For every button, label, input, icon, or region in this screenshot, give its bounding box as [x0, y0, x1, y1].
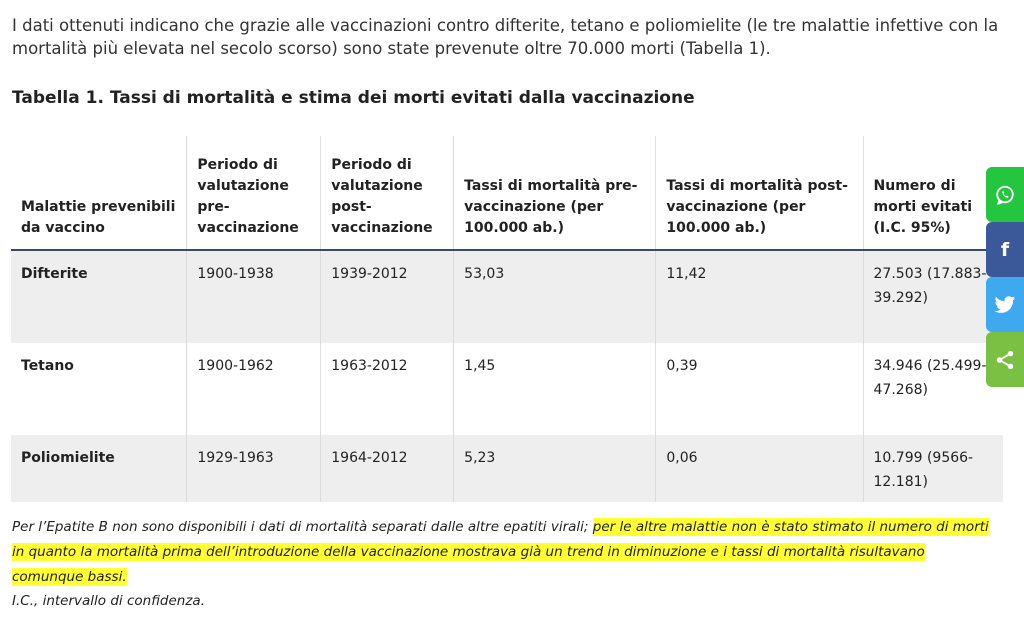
cell-post-period: 1964-2012 — [321, 435, 454, 502]
table-title: Tabella 1. Tassi di mortalità e stima dei morti evitati dalla vaccinazione — [12, 88, 695, 108]
table-row — [11, 435, 1003, 502]
footnote — [12, 515, 997, 590]
intro-paragraph: I dati ottenuti indicano che grazie alle vaccinazioni contro difterite, tetano e poliomielite (le tre malattie infettive con la mortalità più elevata nel secolo scorso) sono state prevenute oltre 70.000 morti (Tabella 1). — [12, 16, 999, 58]
cell-pre-period: 1929-1963 — [187, 435, 321, 502]
cell-pre-period: 1900-1938 — [187, 250, 321, 343]
twitter-icon — [994, 295, 1016, 315]
twitter-share-button[interactable] — [986, 277, 1024, 332]
cell-disease: Tetano — [11, 343, 187, 435]
cell-deaths-avoided: 27.503 (17.883-39.292) — [863, 250, 1003, 343]
cell-post-rate: 0,39 — [656, 343, 863, 435]
whatsapp-share-button[interactable] — [986, 167, 1024, 222]
table-row — [11, 250, 1003, 343]
cell-post-rate: 11,42 — [656, 250, 863, 343]
facebook-icon: f — [1000, 238, 1010, 261]
table-header-row — [11, 136, 1003, 250]
cell-disease: Poliomielite — [11, 435, 187, 502]
cell-deaths-avoided: 10.799 (9566-12.181) — [863, 435, 1003, 502]
cell-deaths-avoided: 34.946 (25.499-47.268) — [863, 343, 1003, 435]
mortality-table — [11, 136, 1003, 502]
cell-disease: Difterite — [11, 250, 187, 343]
table-row — [11, 343, 1003, 435]
social-share-bar — [986, 167, 1024, 387]
header-pre-period: Periodo di valutazione pre-vaccinazione — [187, 136, 321, 250]
cell-pre-rate: 53,03 — [454, 250, 656, 343]
cell-pre-period: 1900-1962 — [187, 343, 321, 435]
cell-pre-rate: 5,23 — [454, 435, 656, 502]
header-post-period: Periodo di valutazione post-vaccinazione — [321, 136, 454, 250]
cell-post-period: 1939-2012 — [321, 250, 454, 343]
header-deaths-avoided: Numero di morti evitati (I.C. 95%) — [863, 136, 1003, 250]
cell-post-rate: 0,06 — [656, 435, 863, 502]
cell-pre-rate: 1,45 — [454, 343, 656, 435]
footnote-text: Per l’Epatite B non sono disponibili i dati di mortalità separati dalle altre epatiti virali; — [12, 519, 593, 535]
header-pre-rate: Tassi di mortalità pre-vaccinazione (per 100.000 ab.) — [454, 136, 656, 250]
footnote-highlighted-text: per le altre malattie non è stato stimato il numero di morti in quanto la mortalità prima dell’introduzione della vaccinazione mostrava già un trend in diminuzione e i tassi di mortalità risultavano comunque bassi. — [12, 519, 989, 585]
share-button[interactable] — [986, 332, 1024, 387]
header-post-rate: Tassi di mortalità post-vaccinazione (per 100.000 ab.) — [656, 136, 863, 250]
cell-post-period: 1963-2012 — [321, 343, 454, 435]
share-icon — [994, 349, 1016, 371]
facebook-share-button[interactable] — [986, 222, 1024, 277]
confidence-interval-note: I.C., intervallo di confidenza. — [12, 593, 205, 609]
whatsapp-icon — [994, 184, 1016, 206]
header-disease: Malattie prevenibili da vaccino — [11, 136, 187, 250]
